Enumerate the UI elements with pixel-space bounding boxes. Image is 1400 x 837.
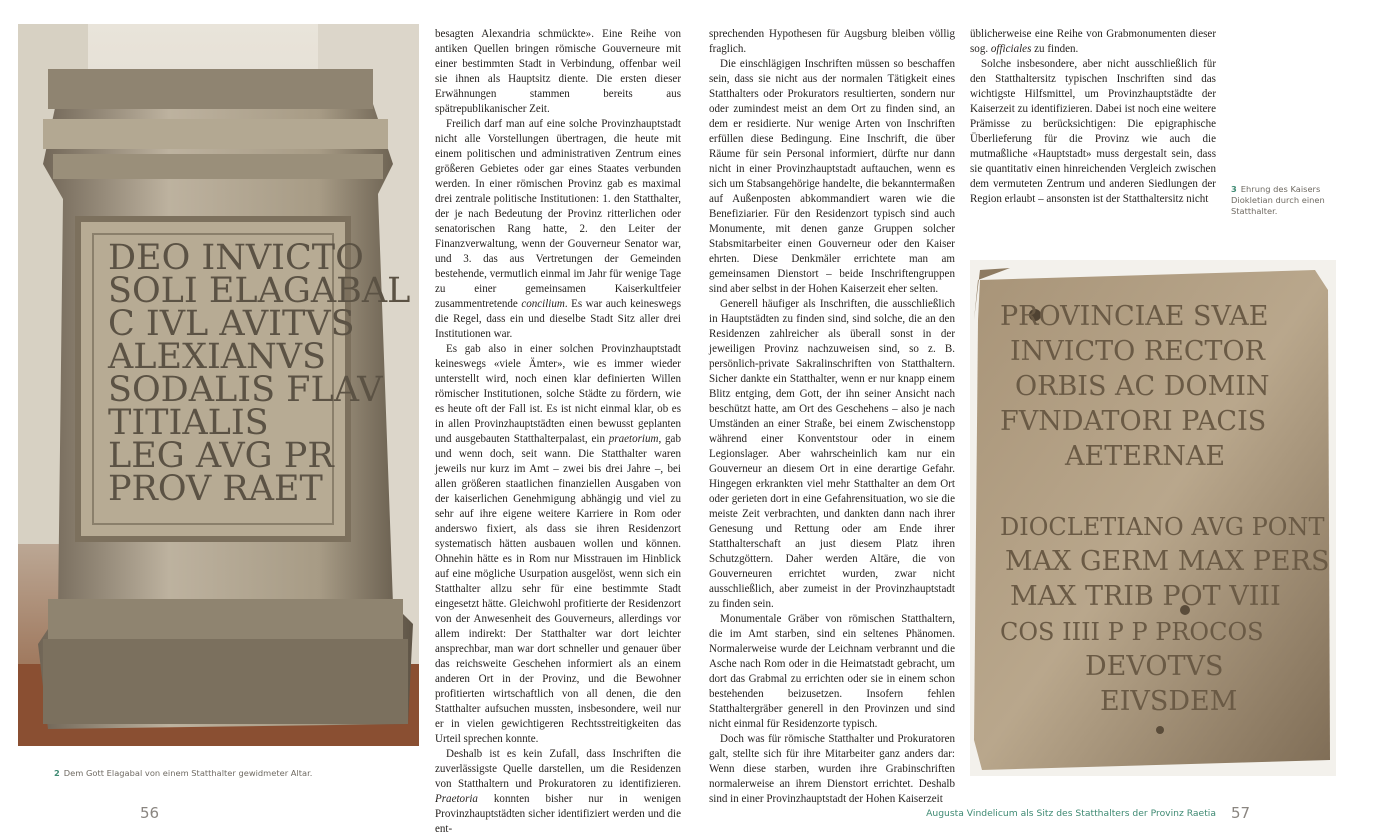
svg-text:PROV RAET: PROV RAET	[108, 469, 323, 509]
paragraph: Die einschlägigen Inschriften müssen so beschaffen sein, dass sie nicht aus der normalen Tätigkeit eines Statthalters oder Prokurators resultierten, sondern nur oder zumindest meist an dem Ort zu finden sind, an dem er residierte. Nur wenige Arten von Inschriften erfüllen diese Bedingung. Eine Inschrift, die über Räume für sein Personal informiert, dürfte nur dann nicht in einer Provinzhauptstadt auftauchen, wenn es sich um Stabsangehörige handelte, die bekanntermaßen auf Außenposten abkommandiert waren wie die Benefiziarier. Für den Residenzort typisch sind auch Monumente, mit denen ganze Gruppen solcher Stabsmitarbeiter einen Gouverneur oder den Kaiser ehrten. Diese Denkmäler errichtete man am gemeinsamen Dienstort – beide Inschriftengruppen sind aber selbst in der Hohen Kaiserzeit eher selten.	[709, 58, 955, 295]
svg-text:DEVOTVS: DEVOTVS	[1085, 651, 1224, 682]
page-number-right: 57	[1231, 804, 1251, 822]
paragraph: Generell häufiger als Inschriften, die ausschließlich in Hauptstädten zu finden sind, sind solche, die an den Residenzen zahlreicher als überall sonst in der jeweiligen Provinz nachzuweisen sind, so z. B. persönlich-private Sakralinschriften von Statthaltern. Sicher dankte ein Statthalter, wenn er nur knapp einem Blitz entging, dem Gott, der ihn seiner Ansicht nach beschützt hatte, am Ort des Geschehens – also je nach Umständen an einer Straße, bei einem Zwischenstopp während einer Konventstour oder in einem Legionslager. Aber wahrscheinlich kam nur ein Gouverneur an diesem Ort in eine derartige Gefahr. Hingegen erkrankten viel mehr Statthalter an dem Ort oder gerieten dort in eine Gefahrensituation, wo sie die meiste Zeit verbrachten, und dankten dann nach ihrer Genesung und Rettung oder am Ende ihrer Statthalterschaft an just diesem Platz ihren Schutzgöttern. Daher werden Altäre, die von Gouverneuren errichtet wurden, zwar nicht ausschließlich, aber zumeist in der Provinzhauptstadt zu finden sein.	[709, 298, 955, 610]
figure-number: 2	[54, 768, 60, 778]
svg-text:PROVINCIAE SVAE: PROVINCIAE SVAE	[1000, 301, 1269, 332]
page-number-left: 56	[140, 804, 160, 822]
svg-text:LEG AVG PR: LEG AVG PR	[108, 436, 334, 476]
figure-caption-left	[54, 768, 414, 779]
figure-caption-right	[1231, 184, 1351, 217]
text-column-2	[709, 27, 955, 807]
paragraph: Doch was für römische Statthalter und Prokuratoren galt, stellte sich für ihre Mitarbeiter ganz anders dar: Wenn diese starben, wurden ihre Grabinschriften normalerweise an ihrem Dienstort errichtet. Deshalb sind in einer Provinzhauptstadt der Hohen Kaiserzeit	[709, 733, 955, 805]
svg-text:COS IIII P P PROCOS: COS IIII P P PROCOS	[1000, 618, 1264, 646]
altar-image	[18, 24, 419, 746]
svg-text:SODALIS FLAV: SODALIS FLAV	[108, 370, 383, 410]
figure-number: 3	[1231, 184, 1237, 194]
altar-photo	[18, 24, 419, 746]
svg-text:ORBIS AC DOMIN: ORBIS AC DOMIN	[1015, 371, 1270, 402]
figure-caption-text: Dem Gott Elagabal von einem Statthalter gewidmeter Altar.	[63, 768, 313, 778]
svg-text:INVICTO RECTOR: INVICTO RECTOR	[1010, 336, 1266, 367]
paragraph: üblicherweise eine Reihe von Grabmonumenten dieser sog. officiales zu finden.	[970, 28, 1216, 55]
svg-text:AETERNAE: AETERNAE	[1065, 441, 1226, 472]
paragraph: Es gab also in einer solchen Provinzhauptstadt keineswegs «viele Ämter», wie es immer wieder unterstellt wird, noch einen klar definierten Willen römischer Institutionen, solche Städte zu fördern, wie es heute oft der Fall ist. Es ist nicht einmal klar, ob es in allen Provinzhauptstädten einen bewusst geplanten und ausgebauten Statthalterpalast, ein praetorium, gab und wenn doch, seit wann. Die Statthalter waren jeweils nur kurz im Amt – zwei bis drei Jahre –, bei allen größeren staatlichen finanziellen Ausgaben von der kaiserlichen Genehmigung abhängig und viel zu sehr auf ihre eigene weitere Karriere in Rom oder anderswo fixiert, als dass sie ihren Residenzort systematisch hätten ausbauen wollen und können. Ohnehin hätte es in Rom nur Misstrauen im Hinblick auf eine mögliche Usurpation ausgelöst, wenn sich ein Statthalter allzu sehr für eine bestimmte Stadt eingesetzt hätte. Gleichwohl profitierte der Residenzort von der Anwesenheit des Gouverneurs, allerdings vor allem indirekt: Der Statthalter war dort leichter ansprechbar, man war dort schneller und genauer über das reichsweite Geschehen informiert als an einem anderen Ort in der Provinz, und die Bewohner profitierten wirtschaftlich von all denen, die den Statthalter aufsuchen mussten, insbesondere, weil nur er in vielen gewichtigeren Rechtsstreitigkeiten das Urteil sprechen konnte.	[435, 343, 681, 745]
svg-text:EIVSDEM: EIVSDEM	[1100, 686, 1238, 717]
svg-text:SOLI ELAGABAL: SOLI ELAGABAL	[108, 271, 411, 311]
figure-caption-text: Ehrung des Kaisers Diokletian durch einen Statthalter.	[1231, 184, 1325, 216]
text-column-3	[970, 27, 1216, 207]
svg-text:ALEXIANVS: ALEXIANVS	[108, 337, 326, 377]
svg-text:TITIALIS: TITIALIS	[108, 403, 269, 443]
text-column-1	[435, 27, 681, 837]
paragraph: Monumentale Gräber von römischen Statthaltern, die im Amt starben, sind ein seltenes Phänomen. Normalerweise wurde der Leichnam verbrannt und die Asche nach Rom oder in die Heimatstadt gebracht, um dort das Grabmal zu errichten oder sie in einem schon bestehenden beizusetzen. Insofern fehlen Statthaltergräber generell in den Provinzen und sind nicht einmal für Residenzorte typisch.	[709, 613, 955, 730]
svg-text:FVNDATORI PACIS: FVNDATORI PACIS	[1000, 406, 1267, 437]
paragraph: besagten Alexandria schmückte». Eine Reihe von antiken Quellen bringen römische Gouverneure mit einer bestimmten Stadt in Verbindung, offenbar weil sie ihnen als Hauptsitz diente. Die ersten dieser Erwähnungen stammen bereits aus spätrepublikanischer Zeit.	[435, 28, 681, 115]
paragraph: Freilich darf man auf eine solche Provinzhauptstadt nicht alle Vorstellungen übertragen, die heute mit einem politischen und administrativen Zentrum eines größeren Gebietes oder gar eines Staates verbunden werden. In einer römischen Provinz gab es maximal drei zentrale politische Institutionen: 1. den Statthalter, der je nach Bedeutung der Provinz ritterlichen oder senatorischen Rang hatte, 2. den Leiter der Finanzverwaltung, wenn der Gouverneur Senator war, und 3. das aus Vertretungen der Gemeinden bestehende, vermutlich einmal im Jahr für wenige Tage zu einer gemeinsamen Kaiserkultfeier zusammentretende concilium. Es war auch keineswegs die Regel, dass ein und dieselbe Stadt Sitz aller drei Institutionen war.	[435, 118, 681, 340]
svg-text:DEO INVICTO: DEO INVICTO	[108, 238, 364, 278]
svg-text:MAX GERM MAX PERS: MAX GERM MAX PERS	[1005, 546, 1330, 577]
inscription-stone-photo	[970, 260, 1336, 776]
paragraph: Solche insbesondere, aber nicht ausschließlich für den Statthaltersitz typischen Inschriften sind das wichtigste Hilfsmittel, um Provinzhauptstädte der Kaiserzeit zu identifizieren. Dabei ist noch eine weitere Prämisse zu berücksichtigen: Die epigraphische Überlieferung für die Provinz wie auch die mutmaßliche «Hauptstadt» muss dergestalt sein, dass sie quantitativ einen hinreichenden Vergleich zwischen dem vermuteten Zentrum und anderen Siedlungen der Region erlaubt – ansonsten ist der Statthaltersitz nicht	[970, 58, 1216, 205]
svg-text:MAX TRIB POT VIII: MAX TRIB POT VIII	[1010, 581, 1281, 612]
stone-image	[970, 260, 1336, 776]
paragraph: sprechenden Hypothesen für Augsburg bleiben völlig fraglich.	[709, 28, 955, 55]
paragraph: Deshalb ist es kein Zufall, dass Inschriften die zuverlässigste Quelle darstellen, um die Residenzen von Statthaltern und Prokuratoren zu identifizieren. Praetoria konnten bisher nur in wenigen Provinzhauptstädten sicher identifiziert werden und die ent-	[435, 748, 681, 835]
svg-text:DIOCLETIANO AVG PONT: DIOCLETIANO AVG PONT	[1000, 513, 1325, 541]
svg-text:C IVL AVITVS: C IVL AVITVS	[108, 304, 355, 344]
running-head: Augusta Vindelicum als Sitz des Statthalters der Provinz Raetia	[926, 808, 1216, 819]
